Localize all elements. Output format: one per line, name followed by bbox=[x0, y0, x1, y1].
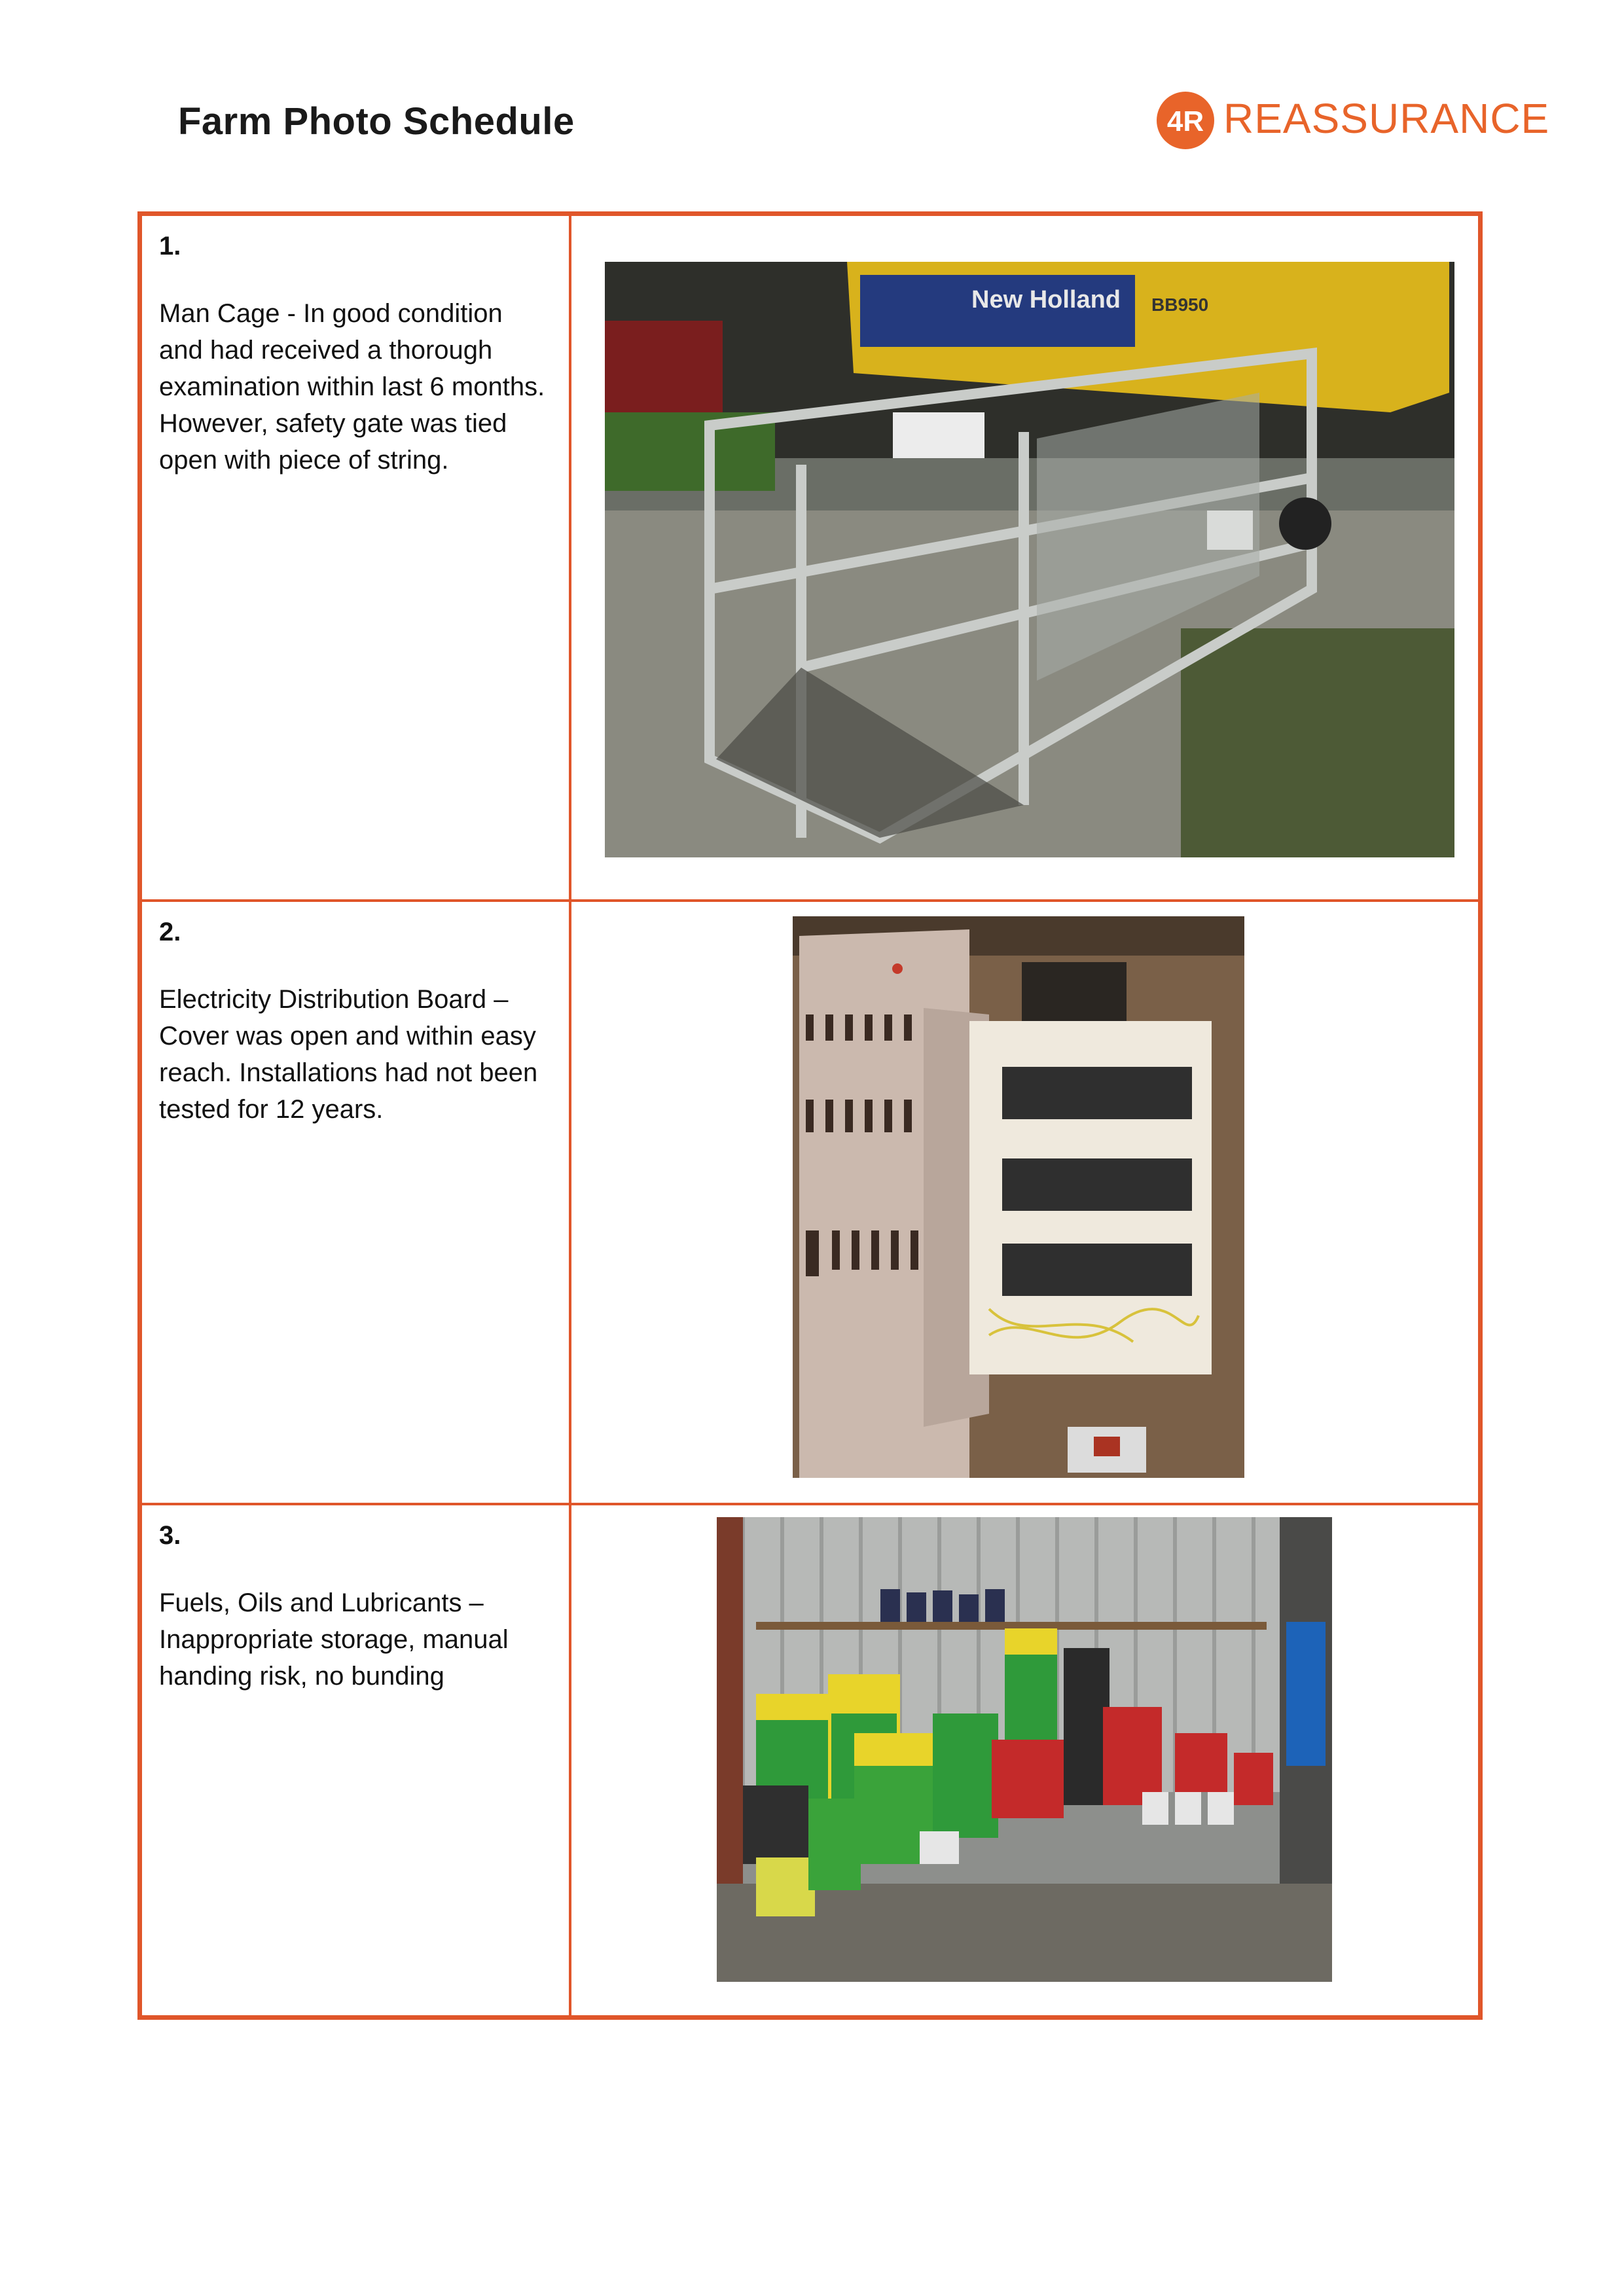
logo-text: REASSURANCE bbox=[1223, 95, 1550, 142]
logo-4r-mark bbox=[1155, 90, 1216, 151]
row-3-description: Fuels, Oils and Lubricants – Inappropriate storage, manual handing risk, no bunding bbox=[159, 1588, 509, 1691]
man-cage-photo bbox=[605, 262, 1454, 857]
row-3-text-cell bbox=[142, 1505, 571, 2015]
schedule-row-2 bbox=[142, 902, 1478, 1505]
row-2-number: 2. bbox=[159, 918, 181, 946]
svg-text:4R: 4R bbox=[1166, 105, 1204, 137]
page-title: Farm Photo Schedule bbox=[178, 100, 575, 143]
reassurance-logo bbox=[1155, 84, 1550, 156]
distribution-board-photo bbox=[793, 916, 1244, 1478]
schedule-row-1 bbox=[142, 216, 1478, 902]
photo-label-new-holland: New Holland bbox=[971, 286, 1121, 314]
row-2-description: Electricity Distribution Board – Cover was open and within easy reach. Installations had not been tested for 12 years. bbox=[159, 985, 538, 1124]
photo-schedule-table bbox=[137, 211, 1483, 2020]
photo-label-bb950: BB950 bbox=[1151, 295, 1209, 315]
row-1-number: 1. bbox=[159, 232, 181, 260]
row-1-text-cell bbox=[142, 216, 571, 899]
row-2-text-cell bbox=[142, 902, 571, 1503]
row-3-number: 3. bbox=[159, 1521, 181, 1550]
fuel-storage-photo bbox=[717, 1517, 1332, 1982]
schedule-row-3 bbox=[142, 1505, 1478, 2015]
row-1-description: Man Cage - In good condition and had received a thorough examination within last 6 months. However, safety gate was tied open with piece of string. bbox=[159, 299, 545, 475]
